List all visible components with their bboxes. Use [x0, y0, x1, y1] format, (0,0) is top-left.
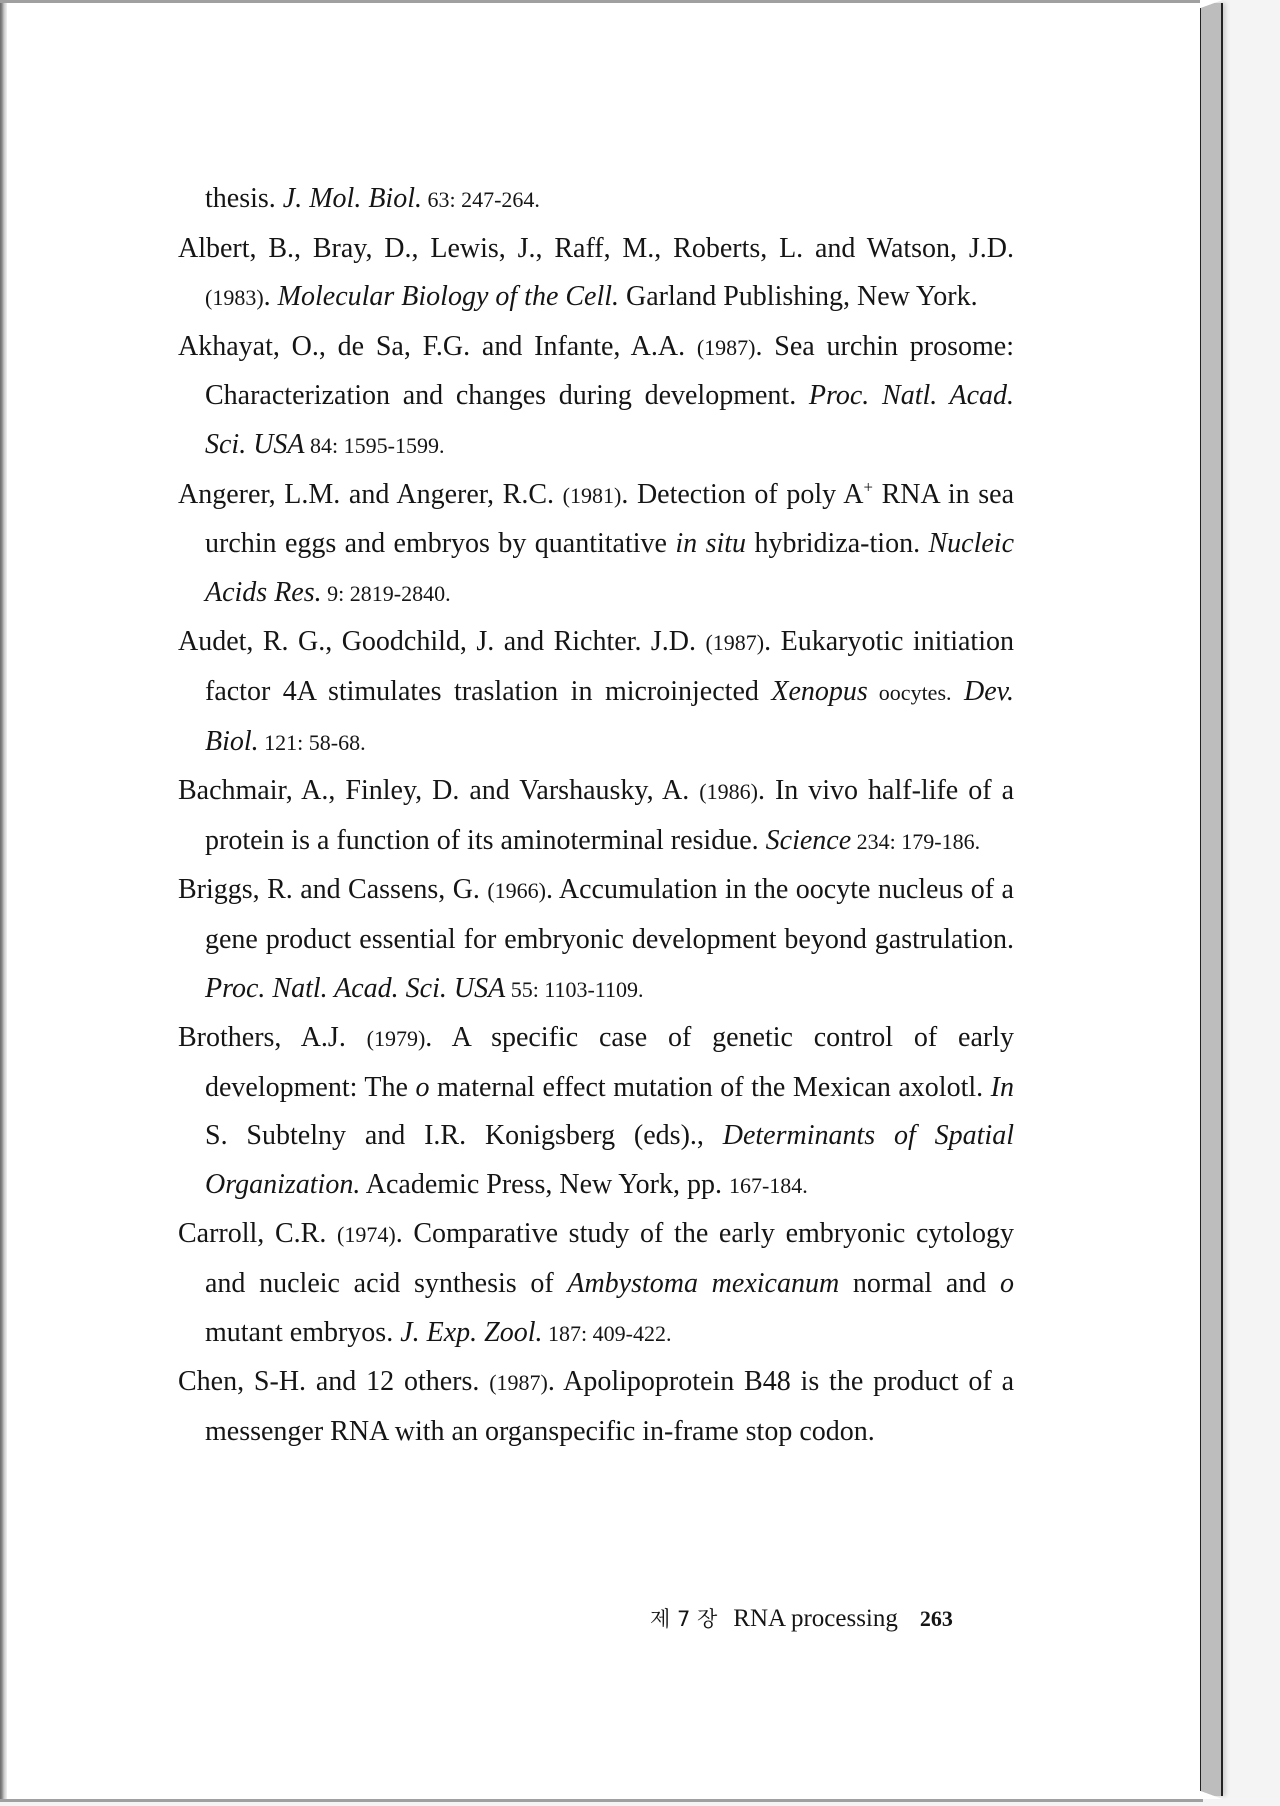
- text-run: [952, 676, 965, 707]
- italic-run: in situ: [675, 528, 747, 560]
- text-run: . Sea urchin prosome: Characterization and changes during development.: [205, 330, 1014, 412]
- text-run: Chen, S-H. and 12 others.: [178, 1366, 490, 1398]
- italic-run: Molecular Biology of the Cell.: [277, 281, 620, 313]
- italic-run: Ambystoma mexicanum: [567, 1268, 840, 1300]
- reference-entry: [178, 323, 1014, 471]
- text-run: (1986): [699, 779, 758, 805]
- chapter-label: 제 7 장: [650, 1607, 718, 1631]
- text-run: 234: 179-186.: [851, 828, 981, 854]
- text-run: 167-184.: [728, 1172, 808, 1198]
- italic-run: Dev. Biol.: [205, 675, 1015, 757]
- reference-list: [178, 175, 1014, 1456]
- text-run: Bachmair, A., Finley, D. and Varshausky, A.: [178, 775, 700, 807]
- text-run: 55: 1103-1109.: [505, 976, 644, 1002]
- reference-entry: [178, 866, 1014, 1014]
- page-footer: [650, 1603, 953, 1633]
- italic-run: Xenopus: [771, 675, 868, 707]
- text-run: . Comparative study of the early embryonic cytology and nucleic acid synthesis of: [205, 1218, 1014, 1300]
- text-run: (1981): [562, 482, 622, 508]
- italic-run: Proc. Natl. Acad. Sci. USA: [205, 972, 506, 1004]
- italic-run: J. Exp. Zool.: [400, 1316, 543, 1348]
- text-run: .: [263, 281, 278, 313]
- text-run: Garland Publishing, New York.: [619, 281, 978, 313]
- text-run: oocytes.: [867, 679, 952, 705]
- reference-entry: [178, 1014, 1014, 1210]
- text-run: . Apolipoprotein B48 is the product of a messenger RNA with an organspecific in-frame stop codon.: [205, 1366, 1015, 1447]
- text-run: Akhayat, O., de Sa, F.G. and Infante, A.A.: [178, 330, 697, 362]
- text-run: Audet, R. G., Goodchild, J. and Richter. J.D.: [178, 626, 706, 658]
- text-run: . Detection of poly A: [621, 478, 864, 510]
- reference-entry: [178, 767, 1014, 866]
- italic-run: Nucleic Acids Res.: [205, 528, 1015, 608]
- text-run: 187: 409-422.: [542, 1320, 672, 1346]
- text-run: maternal effect mutation of the Mexican axolotl.: [429, 1071, 991, 1103]
- page-number: 263: [919, 1606, 953, 1631]
- italic-run: Proc. Natl. Acad. Sci. USA: [205, 380, 1014, 460]
- text-run: thesis.: [205, 183, 283, 214]
- text-run: Albert, B., Bray, D., Lewis, J., Raff, M., Roberts, L. and Watson, J.D.: [178, 232, 1014, 264]
- reference-entry: [178, 175, 1014, 225]
- text-run: (1979): [366, 1026, 426, 1052]
- reference-entry: [178, 471, 1014, 619]
- text-run: . A specific case of genetic control of early development: The: [205, 1022, 1014, 1103]
- reference-entry: [178, 618, 1014, 767]
- page-left-edge: [0, 3, 7, 1799]
- page-stack-edge: [1200, 3, 1223, 1796]
- text-run: Academic Press, New York, pp.: [360, 1168, 729, 1200]
- text-run: normal and: [839, 1268, 1000, 1300]
- italic-run: Science: [765, 824, 852, 856]
- italic-run: Determinants of Spatial Organization.: [205, 1120, 1014, 1200]
- text-run: S. Subtelny and I.R. Konigsberg (eds).,: [205, 1120, 723, 1152]
- text-run: 121: 58-68.: [258, 729, 366, 755]
- italic-run: o: [1000, 1268, 1014, 1300]
- text-run: . In vivo half-life of a protein is a function of its aminoterminal residue.: [205, 775, 1014, 856]
- italic-run: o: [415, 1071, 430, 1103]
- text-run: 9: 2819-2840.: [321, 580, 451, 606]
- text-run: Carroll, C.R.: [178, 1218, 338, 1250]
- reference-entry: [178, 225, 1014, 323]
- running-title: RNA processing: [733, 1605, 898, 1632]
- text-run: 84: 1595-1599.: [304, 432, 445, 458]
- text-run: (1987): [705, 630, 765, 656]
- italic-run: In: [990, 1071, 1014, 1103]
- text-run: 63: 247-264.: [421, 187, 540, 212]
- text-run: Brothers, A.J.: [178, 1022, 367, 1054]
- text-run: (1974): [337, 1222, 396, 1248]
- text-run: RNA in sea urchin eggs and embryos by quantitative: [205, 478, 1014, 560]
- reference-entry: [178, 1210, 1014, 1358]
- text-run: (1987): [696, 334, 756, 360]
- text-run: Angerer, L.M. and Angerer, R.C.: [178, 478, 563, 510]
- reference-entry: [178, 1358, 1014, 1456]
- text-run: . Eukaryotic initiation factor 4A stimulates traslation in microinjected: [205, 626, 1014, 707]
- superscript: +: [863, 477, 873, 497]
- text-run: . Accumulation in the oocyte nucleus of a gene product essential for embryonic development beyond gastrulation.: [205, 874, 1014, 955]
- text-run: (1987): [489, 1370, 548, 1396]
- text-run: Briggs, R. and Cassens, G.: [178, 874, 488, 906]
- italic-run: J. Mol. Biol.: [282, 183, 422, 214]
- text-run: mutant embryos.: [205, 1316, 401, 1348]
- text-run: (1983): [205, 285, 264, 311]
- text-run: hybridiza-tion.: [746, 528, 929, 560]
- text-run: (1966): [487, 878, 547, 904]
